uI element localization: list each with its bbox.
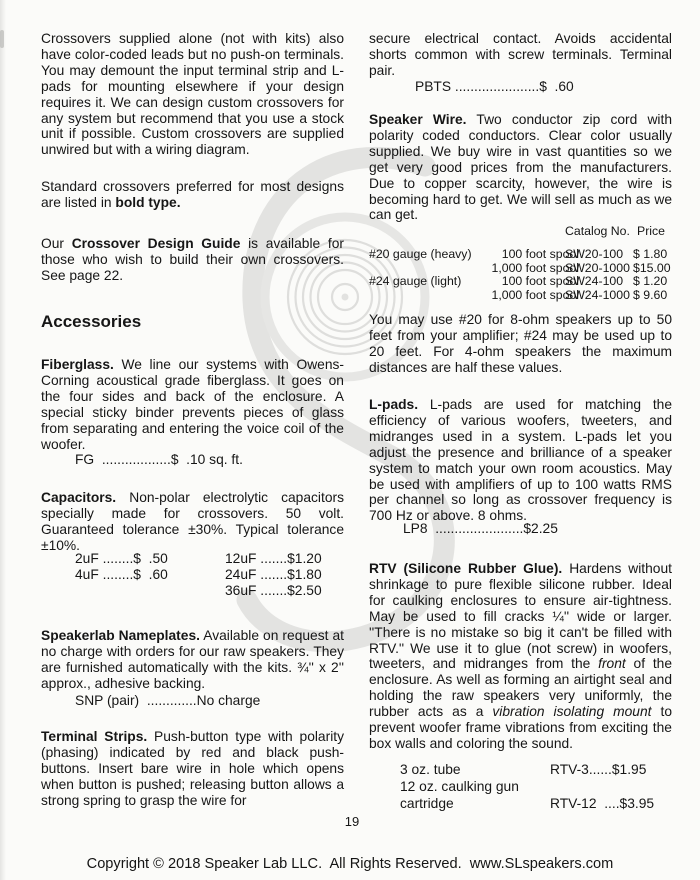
price-line-snp: SNP (pair) .............No charge [75, 693, 261, 708]
wire-catalog-no: SW24-1000 [565, 287, 630, 302]
wire-price: $15.00 [633, 260, 671, 275]
accessories-heading: Accessories [41, 312, 142, 331]
table-row [41, 567, 344, 583]
paragraph-fiberglass: Fiberglass. We line our systems with Owens-Corning acoustical grade fiberglass. It goes on the four sides and back of the enclosure. A special sticky binder prevents pieces of glass from separating and entering the voice coil of the woofer. [41, 357, 344, 452]
catalog-no-column-header: Catalog No. [565, 224, 630, 238]
paragraph-rtv: RTV (Silicone Rubber Glue). Hardens without shrinkage to pure flexible silicone rubber. Ideal for caulking enclosures to ensure air-tightness. May be used to fill cracks ¼'' wide or larger. ''There is no mistake so big it can't be filled with RTV.'' We use it to glue (not screw) in woofers, tweeters, and midranges from the front of the enclosure. As well as forming an airtight seal and holding the raw speakers very uniformly, the rubber acts as a vibration isolating mount to prevent woofer frame vibrations from exciting the box walls and coloring the sound. [369, 561, 672, 751]
scan-edge-artifact [0, 30, 4, 48]
right-column [369, 0, 672, 880]
paragraph-wire-usage: You may use #20 for 8-ohm speakers up to 50 feet from your amplifier; #24 may be used up to 20 feet. For 4-ohm speakers the maximum distances are half these values. [369, 312, 672, 375]
capacitor-price-table [41, 551, 344, 599]
price-column-header: Price [637, 224, 666, 238]
table-row [369, 247, 672, 261]
wire-price: $ 9.60 [633, 287, 668, 302]
table-row [369, 288, 672, 302]
capacitor-price: 36uF .......$2.50 [225, 583, 322, 598]
wire-catalog-no: SW20-100 [565, 247, 624, 261]
rtv-price: RTV-3......$1.95 [550, 762, 647, 777]
rtv-price-table [369, 762, 672, 813]
wire-catalog-no: SW20-1000 [565, 260, 630, 275]
wire-spool: 100 foot spool [501, 247, 579, 261]
copyright-footer: Copyright © 2018 Speaker Lab LLC. All Rights Reserved. www.SLspeakers.com [86, 856, 614, 872]
page-number: 19 [344, 814, 360, 829]
price-line-lp8: LP8 .......................$2.25 [403, 521, 558, 536]
paragraph-lpads: L-pads. L-pads are used for matching the efficiency of various woofers, tweeters, and midranges used in a system. L-pads let you adjust the presence and brilliance of a speaker system to match your own room acoustics. May be used with amplifiers of up to 100 watts RMS per channel so long as crossover frequency is 700 Hz or above. 8 ohms. [369, 397, 672, 524]
capacitor-price: 12uF .......$1.20 [225, 551, 322, 566]
wire-gauge: #24 gauge (light) [369, 274, 462, 289]
wire-price: $ 1.80 [633, 247, 668, 261]
paragraph-terminal-strips: Terminal Strips. Push-button type with polarity (phasing) indicated by red and black push-buttons. Insert bare wire in hole which opens when button is pushed; releasing button allows a strong spring to grasp the wire for [41, 729, 344, 808]
scan-edge-shadow [0, 0, 6, 880]
paragraph-crossovers-supplied: Crossovers supplied alone (not with kits) also have color-coded leads but no push-on terminals. You may demount the input terminal strip and L-pads for mounting elsewhere if your design requires it. We can design custom crossovers for any system but recommend that you use a stock unit if possible. Custom crossovers are supplied unwired but with a wiring diagram. [41, 31, 344, 158]
capacitor-price: 2uF ........$ .50 [75, 551, 168, 566]
rtv-item: cartridge [400, 796, 454, 811]
price-line-fg: FG ..................$ .10 sq. ft. [75, 452, 243, 467]
rtv-price: RTV-12 ....$3.95 [550, 796, 655, 811]
capacitor-price: 24uF .......$1.80 [225, 567, 322, 582]
table-header-row [369, 224, 672, 238]
wire-price: $ 1.20 [633, 274, 668, 289]
capacitor-price: 4uF ........$ .60 [75, 567, 168, 582]
wire-spool: 1,000 foot spool [491, 287, 579, 302]
paragraph-speakerlab-nameplates: Speakerlab Nameplates. Available on request at no charge with orders for our raw speakers. They are furnished automatically with the kits. ¾'' x 2'' approx., adhesive backing. [41, 628, 345, 691]
rtv-item: 3 oz. tube [400, 762, 461, 777]
paragraph-capacitors: Capacitors. Non-polar electrolytic capacitors specially made for crossovers. 50 volt. Guaranteed tolerance ±30%. Typical tolerance ±10%. [41, 490, 344, 553]
wire-gauge: #20 gauge (heavy) [369, 247, 472, 261]
paragraph-standard-crossovers: Standard crossovers preferred for most designs are listed in bold type. [41, 179, 344, 210]
table-row [369, 779, 672, 796]
table-row [41, 551, 344, 567]
price-line-pbts: PBTS ......................$ .60 [415, 79, 574, 94]
paragraph-speaker-wire: Speaker Wire. Two conductor zip cord with polarity coded conductors. Clear color usually supplied. We buy wire in vast quantities so we get very good prices from the manufacturers. Due to copper scarcity, however, the wire is becoming hard to get. We will sell as much as we can get. [369, 112, 672, 223]
paragraph-crossover-design-guide: Our Crossover Design Guide is available for those who wish to build their own crossovers. See page 22. [41, 236, 344, 283]
table-row [41, 583, 344, 599]
paragraph-terminal-strips-continued: secure electrical contact. Avoids accidental shorts common with screw terminals. Terminal pair. [369, 31, 672, 78]
wire-spool: 100 foot spool [501, 274, 579, 289]
wire-spool: 1,000 foot spool [491, 260, 579, 275]
rtv-item: 12 oz. caulking gun [400, 779, 519, 794]
table-row [369, 261, 672, 275]
wire-catalog-no: SW24-100 [565, 274, 624, 289]
left-column [41, 0, 344, 880]
table-row [369, 762, 672, 779]
table-row [369, 796, 672, 813]
table-row [369, 274, 672, 288]
speaker-wire-table [369, 224, 672, 301]
